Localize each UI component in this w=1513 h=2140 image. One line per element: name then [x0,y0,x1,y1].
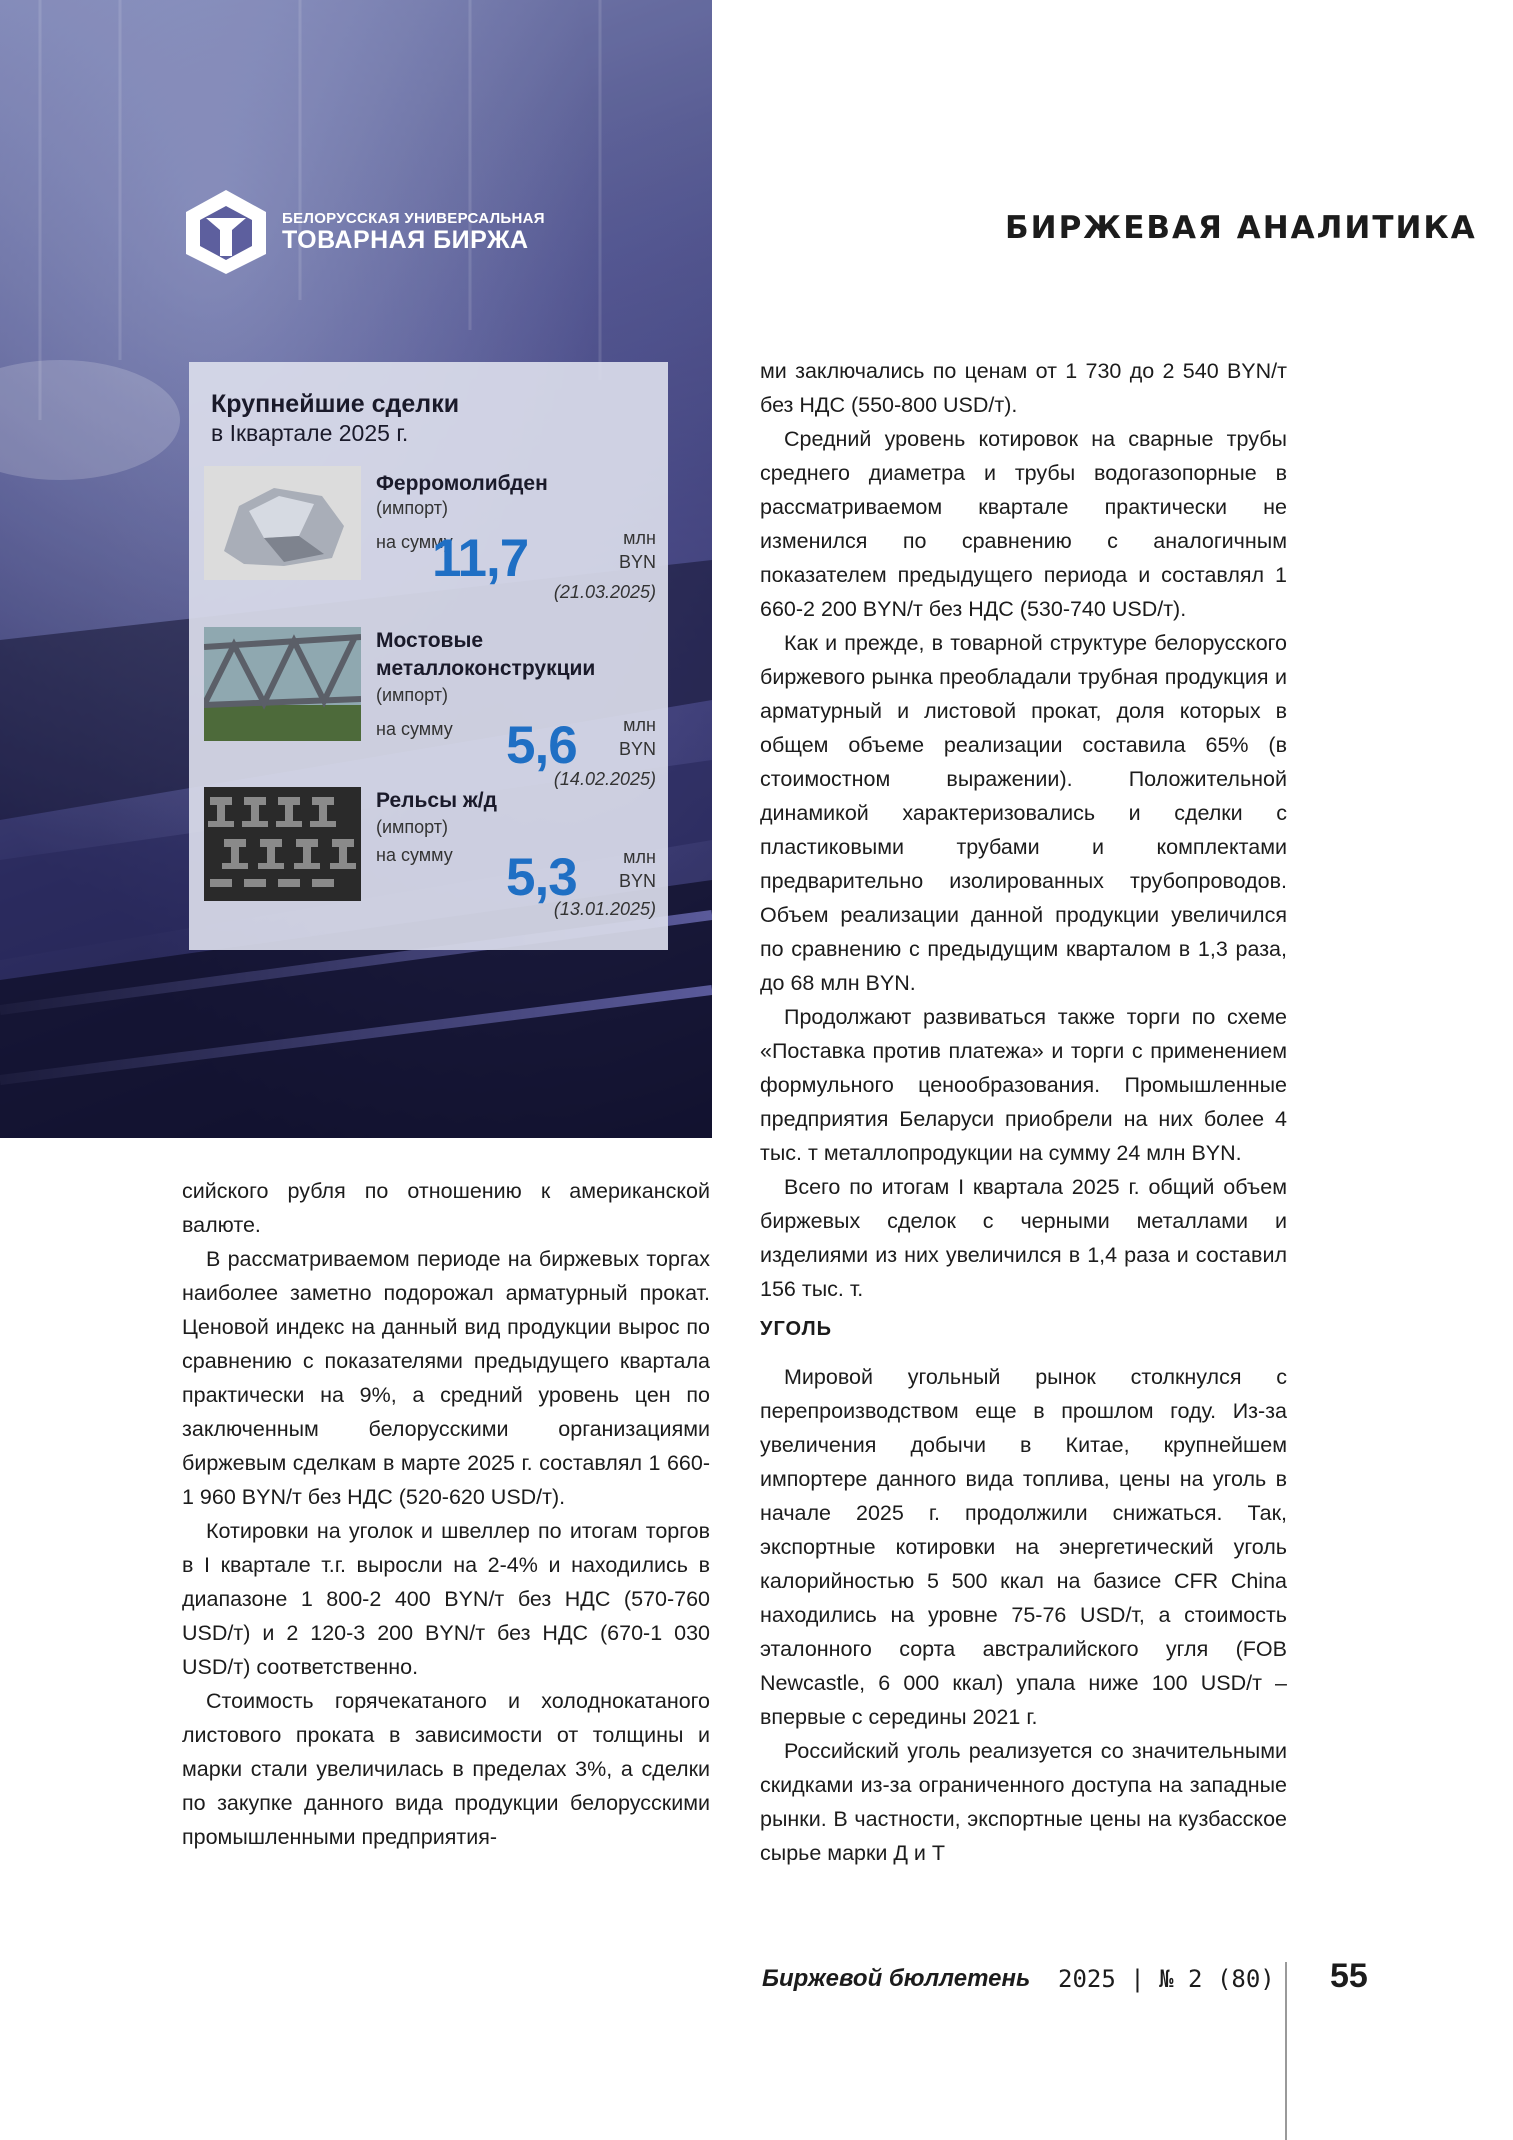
exchange-logo [182,188,545,276]
deal-amount-unit: млн BYN [618,715,656,759]
deal-item [204,627,656,787]
deal-date: (21.03.2025) [553,582,656,602]
page-number: 55 [1330,1957,1368,1995]
deal-amount-value: 11,7 [432,529,529,588]
deal-date: (13.01.2025) [553,899,656,919]
deal-date: (14.02.2025) [553,769,656,789]
deal-name: Мостовые [376,629,484,652]
paragraph: В рассматриваемом периоде на биржевых торгах наиболее заметно подорожал арматурный прокат. Ценовой индекс на данный вид продукции вырос по сравнению с показателями предыдущего квартала практически на 9%, а средний уровень цен по заключенным белорусскими организациями биржевым сделкам в марте 2025 г. составлял 1 660-1 960 BYN/т без НДС (520-620 USD/т). [182,1247,710,1509]
issue-number: 2025 | № 2 (80) [1058,1965,1275,1993]
paragraph: Стоимость горячекатаного и холоднокатаного листового проката в зависимости от толщины и марки стали увеличилась в пределах 3%, а сделки по закупке данного вида продукции белорусскими промышленными предприятия- [182,1689,710,1849]
exchange-logo-icon [182,188,270,276]
deal-item [204,466,656,616]
left-text-column [182,1174,710,1854]
deal-name-line2: металлоконструкции [376,657,596,680]
paragraph: Мировой угольный рынок столкнулся с перепроизводством еще в прошлом году. Из-за увеличения добычи в Китае, крупнейшем импортере данного вида топлива, цены на уголь в начале 2025 г. продолжили снижаться. Так, экспортные котировки на энергетический уголь калорийностью 5 500 ккал на базисе CFR China находились на уровне 75-76 USD/т, а стоимость эталонного сорта австралийского угля (FOB Newcastle, 6 000 ккал) упала ниже 100 USD/т – впервые с середины 2021 г. [760,1365,1287,1729]
deal-name: Ферромолибден [376,472,548,495]
footer-divider [1285,1962,1287,2140]
publication-name: Биржевой бюллетень [762,1965,1031,1992]
paragraph: ми заключались по ценам от 1 730 до 2 540 BYN/т без НДС (550-800 USD/т). [760,359,1287,417]
right-text-column [760,354,1287,1870]
deal-amount-label: на сумму [376,845,453,865]
deal-amount-label: на сумму [376,532,453,552]
bridge-structure-image [204,627,361,741]
hero-photo [0,0,712,1138]
paragraph: Российский уголь реализуется со значительными скидками из-за ограниченного доступа на западные рынки. В частности, экспортные цены на кузбасское сырье марки Д и Т [760,1739,1287,1865]
ferromolybdenum-image [204,466,361,580]
paragraph: Средний уровень котировок на сварные трубы среднего диаметра и трубы водогазопорные в рассматриваемом квартале практически не изменился по сравнению с аналогичным показателем предыдущего периода и составлял 1 660-2 200 BYN/т без НДС (530-740 USD/т). [760,427,1287,621]
deals-subtitle: в Iквартале 2025 г. [211,420,409,446]
deal-amount-label: на сумму [376,719,453,739]
deal-amount-unit: млн BYN [618,847,656,891]
paragraph: Всего по итогам I квартала 2025 г. общий объем биржевых сделок с черными металлами и изделиями из них увеличился в 1,4 раза и составил 156 тыс. т. [760,1175,1287,1301]
deal-type: (импорт) [376,685,449,705]
deal-name: Рельсы ж/д [376,789,497,812]
logo-line1: БЕЛОРУССКАЯ УНИВЕРСАЛЬНАЯ [282,210,545,227]
paragraph: Продолжают развиваться также торги по схеме «Поставка против платежа» и торги с применением формульного ценообразования. Промышленные предприятия Беларуси приобрели на них более 4 тыс. т металлопродукции на сумму 24 млн BYN. [760,1005,1287,1165]
deal-item [204,787,656,937]
deals-title: Крупнейшие сделки [211,390,460,418]
logo-line2: ТОВАРНАЯ БИРЖА [282,225,529,254]
paragraph: сийского рубля по отношению к американской валюте. [182,1179,710,1237]
section-title: БИРЖЕВАЯ АНАЛИТИКА [1005,210,1477,246]
largest-deals-box [189,362,668,950]
paragraph: Как и прежде, в товарной структуре белорусского биржевого рынка преобладали трубная продукция и арматурный и листовой прокат, доля которых в общем объеме реализации составила 65% (в стоимостном выражении). Положительной динамикой характеризовались и сделки с пластиковыми трубами и комплектами предварительно изолированных трубопроводов. Объем реализации данной продукции увеличился по сравнению с предыдущим кварталом в 1,3 раза, до 68 млн BYN. [760,631,1287,995]
deal-type: (импорт) [376,498,449,518]
coal-heading: УГОЛЬ [760,1318,832,1340]
deal-amount-value: 5,6 [506,716,577,775]
rails-image [204,787,361,901]
deal-type: (импорт) [376,817,449,837]
paragraph: Котировки на уголок и швеллер по итогам торгов в I квартале т.г. выросли на 2-4% и находились в диапазоне 1 800-2 400 BYN/т без НДС (570-760 USD/т) и 2 120-3 200 BYN/т без НДС (670-1 030 USD/т) соответственно. [182,1519,710,1679]
deal-amount-value: 5,3 [506,848,577,907]
deal-amount-unit: млн BYN [618,528,656,572]
